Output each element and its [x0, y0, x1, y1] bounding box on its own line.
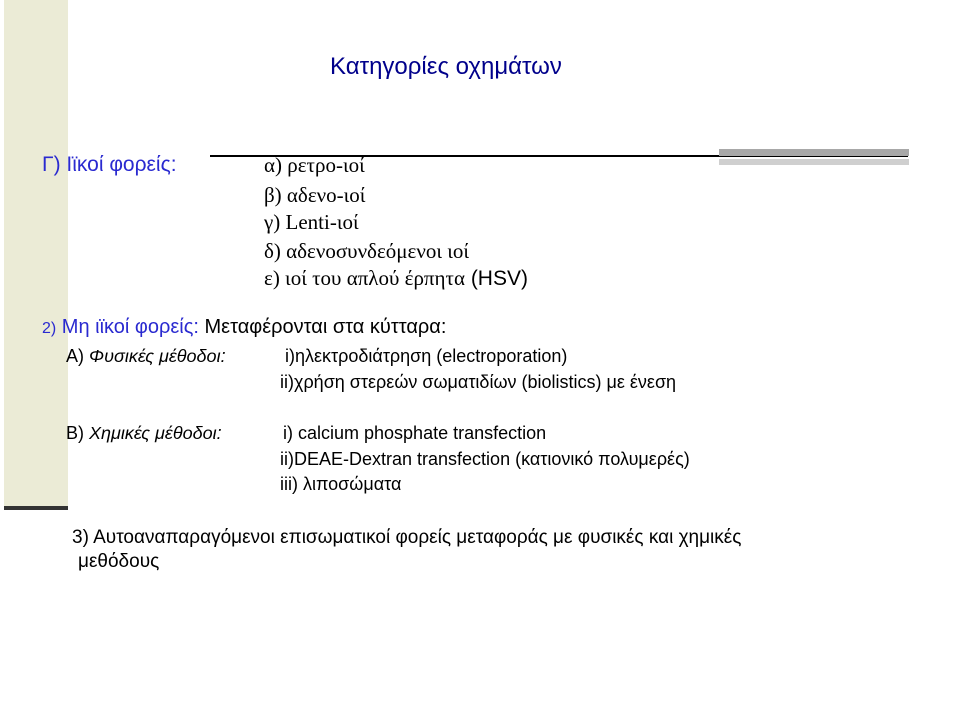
- chemical-prefix: Β): [66, 423, 84, 443]
- physical-prefix: Α): [66, 346, 84, 366]
- physical-item-biolistics: ii)χρήση στερεών σωματιδίων (biolistics) με ένεση: [280, 372, 677, 392]
- viral-item-hsv-abbr: (HSV): [470, 267, 528, 290]
- left-bar-underline: [4, 506, 68, 510]
- viral-item-adeno: β) αδενο-ιοί: [264, 183, 366, 207]
- nonviral-heading-line: [42, 316, 446, 339]
- viral-item-retro: α) ρετρο-ιοί: [264, 153, 365, 177]
- nonviral-number: 2): [42, 320, 57, 337]
- physical-item-electroporation: i)ηλεκτροδιάτρηση (electroporation): [285, 346, 568, 366]
- viral-item-hsv: [264, 266, 528, 291]
- section3-line2: μεθόδους: [78, 551, 160, 572]
- top-rule-accent-light: [719, 159, 909, 165]
- viral-item-aav: δ) αδενοσυνδεόμενοι ιοί: [264, 239, 470, 263]
- viral-item-hsv-text: ε) ιοί του απλού έρπητα: [264, 266, 465, 290]
- top-rule-accent: [719, 149, 909, 156]
- slide-title: Κατηγορίες οχημάτων: [330, 53, 562, 80]
- chemical-methods-line: [66, 423, 222, 444]
- physical-label: Φυσικές μέθοδοι:: [89, 346, 226, 366]
- chemical-item-deae: ii)DEAE-Dextran transfection (κατιονικό πολυμερές): [280, 449, 690, 469]
- chemical-item-calcium: i) calcium phosphate transfection: [283, 423, 547, 443]
- section3-line1: 3) Αυτοαναπαραγόμενοι επισωματικοί φορείς μεταφοράς με φυσικές και χημικές: [72, 527, 742, 548]
- section3-text: [72, 526, 741, 574]
- viral-item-lenti: γ) Lenti-ιοί: [264, 210, 359, 234]
- nonviral-heading: Μη ιϊκοί φορείς:: [61, 316, 199, 338]
- physical-methods-line: [66, 346, 226, 367]
- chemical-item-liposomes: iii) λιποσώματα: [280, 474, 402, 494]
- left-decorative-bar: [4, 0, 68, 508]
- chemical-label: Χημικές μέθοδοι:: [89, 423, 222, 443]
- nonviral-subheading: Μεταφέρονται στα κύτταρα:: [204, 316, 447, 338]
- viral-vectors-heading: Γ) Ιϊκοί φορείς:: [42, 153, 177, 176]
